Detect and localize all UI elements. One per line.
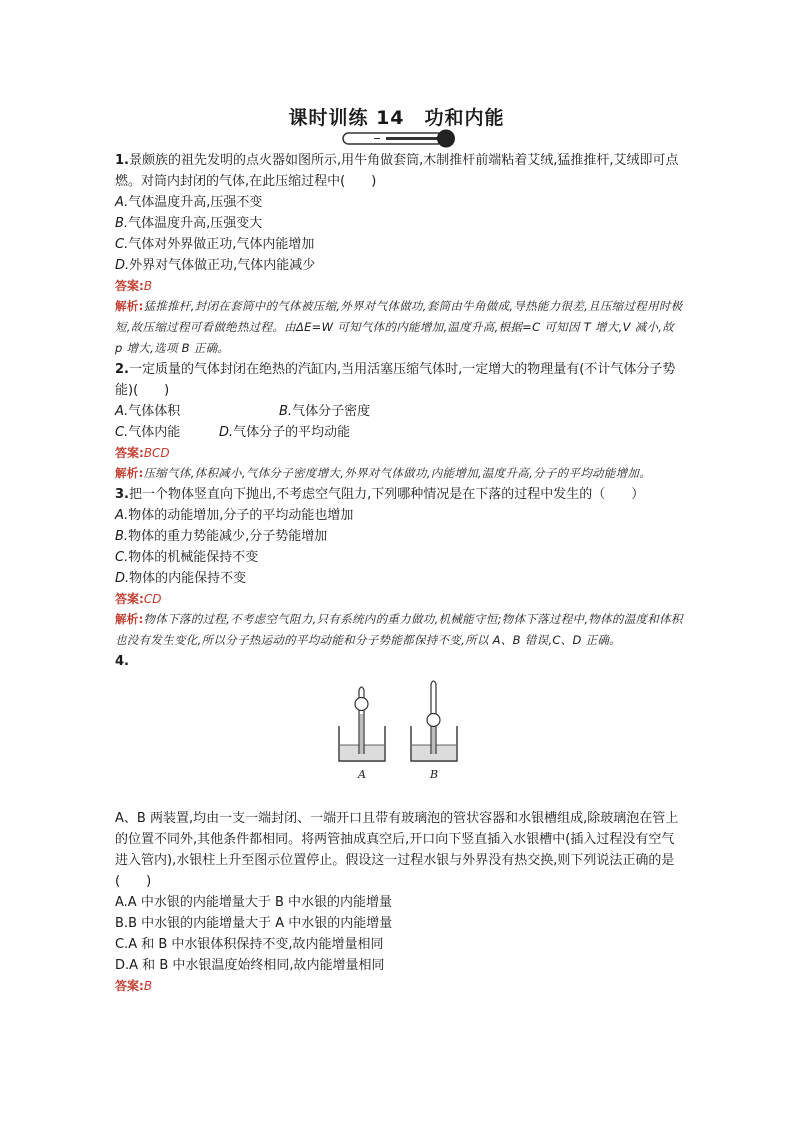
question-number: 4. [115, 654, 129, 669]
mercury-tube-figure [115, 674, 683, 804]
explanation: 解析:猛推推杆,封闭在套筒中的气体被压缩,外界对气体做功,套筒由牛角做成,导热能力很差,且压缩过程用时极短,故压缩过程可看做绝热过程。由ΔE=W 可知气体的内能增加,温度升高,根据=C 可知因 T 增大,V 减小,故 p 增大,选项 B 正确。 [115, 299, 683, 355]
option-d: D.气体分子的平均动能 [219, 425, 351, 440]
label-a: A [358, 768, 366, 781]
explanation: 解析:物体下落的过程,不考虑空气阻力,只有系统内的重力做功,机械能守恒;物体下落过程中,物体的温度和体积也没有发生变化,所以分子热运动的平均动能和分子势能都保持不变,所以 A、B 错误,C、D 正确。 [115, 612, 683, 647]
option-a: A.A 中水银的内能增量大于 B 中水银的内能增量 [115, 895, 393, 910]
question-stem: A、B 两装置,均由一支一端封闭、一端开口且带有玻璃泡的管状容器和水银槽组成,除玻璃泡在管上的位置不同外,其他条件都相同。将两管抽成真空后,开口向下竖直插入水银槽中(插入过程没有空气进入管内),水银柱上升至图示位置停止。假设这一过程水银与外界没有热交换,则下列说法正确的是( ) [115, 811, 679, 889]
answer: 答案:BCD [115, 446, 170, 460]
tube-diagram [333, 674, 463, 802]
option-d: D.物体的内能保持不变 [115, 571, 247, 586]
page-title: 课时训练 14 功和内能 [288, 107, 505, 129]
answer: 答案:CD [115, 592, 162, 606]
option-a: A.物体的动能增加,分子的平均动能也增加 [115, 508, 354, 523]
answer: 答案:B [115, 279, 153, 293]
option-c: C.物体的机械能保持不变 [115, 550, 259, 565]
question-number: 2. [115, 362, 129, 377]
question-4 [115, 651, 683, 996]
option-a: A.气体体积 [115, 404, 181, 419]
question-number: 3. [115, 487, 129, 502]
option-c: C.气体内能 [115, 425, 181, 440]
question-1 [115, 150, 683, 359]
option-c: C.气体对外界做正功,气体内能增加 [115, 237, 315, 252]
question-stem: 景颇族的祖先发明的点火器如图所示,用牛角做套筒,木制推杆前端粘着艾绒,猛推推杆,艾绒即可点燃。对筒内封闭的气体,在此压缩过程中( ) [115, 153, 679, 189]
option-b: B.气体分子密度 [279, 404, 371, 419]
question-stem: 一定质量的气体封闭在绝热的汽缸内,当用活塞压缩气体时,一定增大的物理量有(不计气体分子势能)( ) [115, 362, 676, 398]
option-b: B.B 中水银的内能增量大于 A 中水银的内能增量 [115, 916, 393, 931]
option-b: B.气体温度升高,压强变大 [115, 216, 263, 231]
label-b: B [430, 768, 439, 781]
option-d: D.A 和 B 中水银温度始终相同,故内能增量相同 [115, 958, 385, 973]
option-a: A.气体温度升高,压强不变 [115, 195, 263, 210]
question-number: 1. [115, 153, 129, 168]
option-d: D.外界对气体做正功,气体内能减少 [115, 258, 316, 273]
option-c: C.A 和 B 中水银体积保持不变,故内能增量相同 [115, 937, 384, 952]
answer: 答案:B [115, 979, 153, 993]
question-3 [115, 484, 683, 651]
explanation: 解析:压缩气体,体积减小,气体分子密度增大,外界对气体做功,内能增加,温度升高,分子的平均动能增加。 [115, 466, 652, 480]
questions-area [115, 150, 683, 996]
option-b: B.物体的重力势能减少,分子势能增加 [115, 529, 328, 544]
question-stem: 把一个物体竖直向下抛出,不考虑空气阻力,下列哪种情况是在下落的过程中发生的（ ） [128, 487, 645, 502]
question-2 [115, 359, 683, 484]
